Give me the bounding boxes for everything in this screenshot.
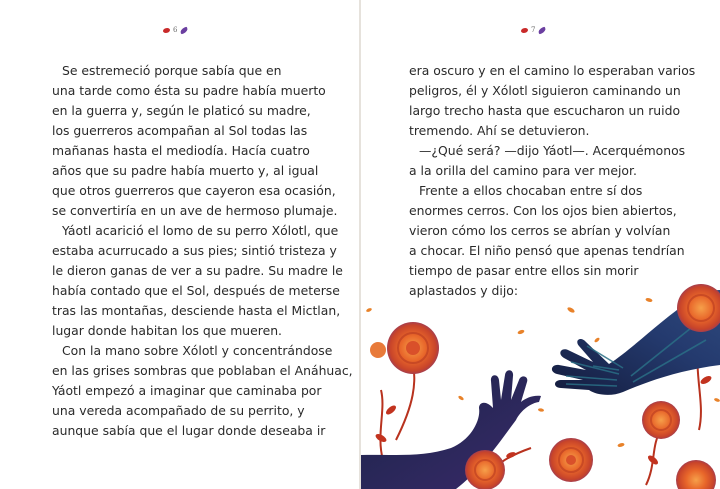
page-number-text: 7	[531, 26, 536, 34]
text-line: aunque sabía que el lugar donde deseaba ir	[52, 423, 326, 438]
text-line: tras las montañas, desciende hasta el Mictlan,	[52, 303, 341, 318]
text-line: tiempo de pasar entre ellos sin morir	[409, 263, 639, 278]
text-line: los guerreros acompañan al Sol todas las	[52, 123, 308, 138]
text-line: le dieron ganas de ver a su padre. Su madre le	[52, 263, 343, 278]
purple-petal-icon	[538, 26, 547, 34]
text-line: peligros, él y Xólotl siguieron caminando un	[409, 83, 681, 98]
text-line: había contado que el Sol, después de meterse	[52, 283, 340, 298]
text-line: vieron cómo los cerros se abrían y volvían	[409, 223, 671, 238]
page-number-left	[163, 26, 188, 34]
red-petal-icon	[521, 28, 528, 33]
purple-petal-icon	[180, 26, 189, 34]
left-hand	[361, 370, 541, 489]
text-line: lugar donde habitan los que mueren.	[52, 323, 282, 338]
text-line: una tarde como ésta su padre había muerto	[52, 83, 326, 98]
left-page	[0, 0, 359, 489]
text-line: Yáotl empezó a imaginar que caminaba por	[52, 383, 322, 398]
text-line: era oscuro y en el camino lo esperaban varios	[409, 63, 696, 78]
text-line: en la guerra y, según le platicó su madre,	[52, 103, 311, 118]
text-line: Se estremeció porque sabía que en	[62, 63, 282, 78]
text-line: mañanas hasta el mediodía. Hacía cuatro	[52, 143, 310, 158]
text-line: a la orilla del camino para ver mejor.	[409, 163, 637, 178]
page-number-text: 6	[173, 26, 178, 34]
illustration-hands-marigolds	[361, 270, 720, 489]
right-page-text	[409, 61, 709, 301]
text-line: aplastados y dijo:	[409, 283, 519, 298]
left-page-text	[52, 61, 352, 441]
right-page	[361, 0, 720, 489]
page-number-right	[521, 26, 546, 34]
text-line: —¿Qué será? —dijo Yáotl—. Acerquémonos	[419, 143, 686, 158]
text-line: estaba acurrucado a sus pies; sintió tristeza y	[52, 243, 337, 258]
text-line: a chocar. El niño pensó que apenas tendrían	[409, 243, 685, 258]
text-line: largo trecho hasta que escucharon un ruido	[409, 103, 681, 118]
text-line: una vereda acompañado de su perrito, y	[52, 403, 305, 418]
red-petal-icon	[163, 28, 170, 33]
text-line: que otros guerreros que cayeron esa ocasión,	[52, 183, 336, 198]
text-line: se convertiría en un ave de hermoso plumaje.	[52, 203, 338, 218]
text-line: Con la mano sobre Xólotl y concentrándose	[62, 343, 333, 358]
text-line: Frente a ellos chocaban entre sí dos	[419, 183, 643, 198]
text-line: Yáotl acarició el lomo de su perro Xólotl, que	[62, 223, 339, 238]
text-line: años que su padre había muerto y, al igual	[52, 163, 319, 178]
text-line: enormes cerros. Con los ojos bien abiertos,	[409, 203, 677, 218]
text-line: tremendo. Ahí se detuvieron.	[409, 123, 590, 138]
text-line: en las grises sombras que poblaban el Anáhuac,	[52, 363, 353, 378]
